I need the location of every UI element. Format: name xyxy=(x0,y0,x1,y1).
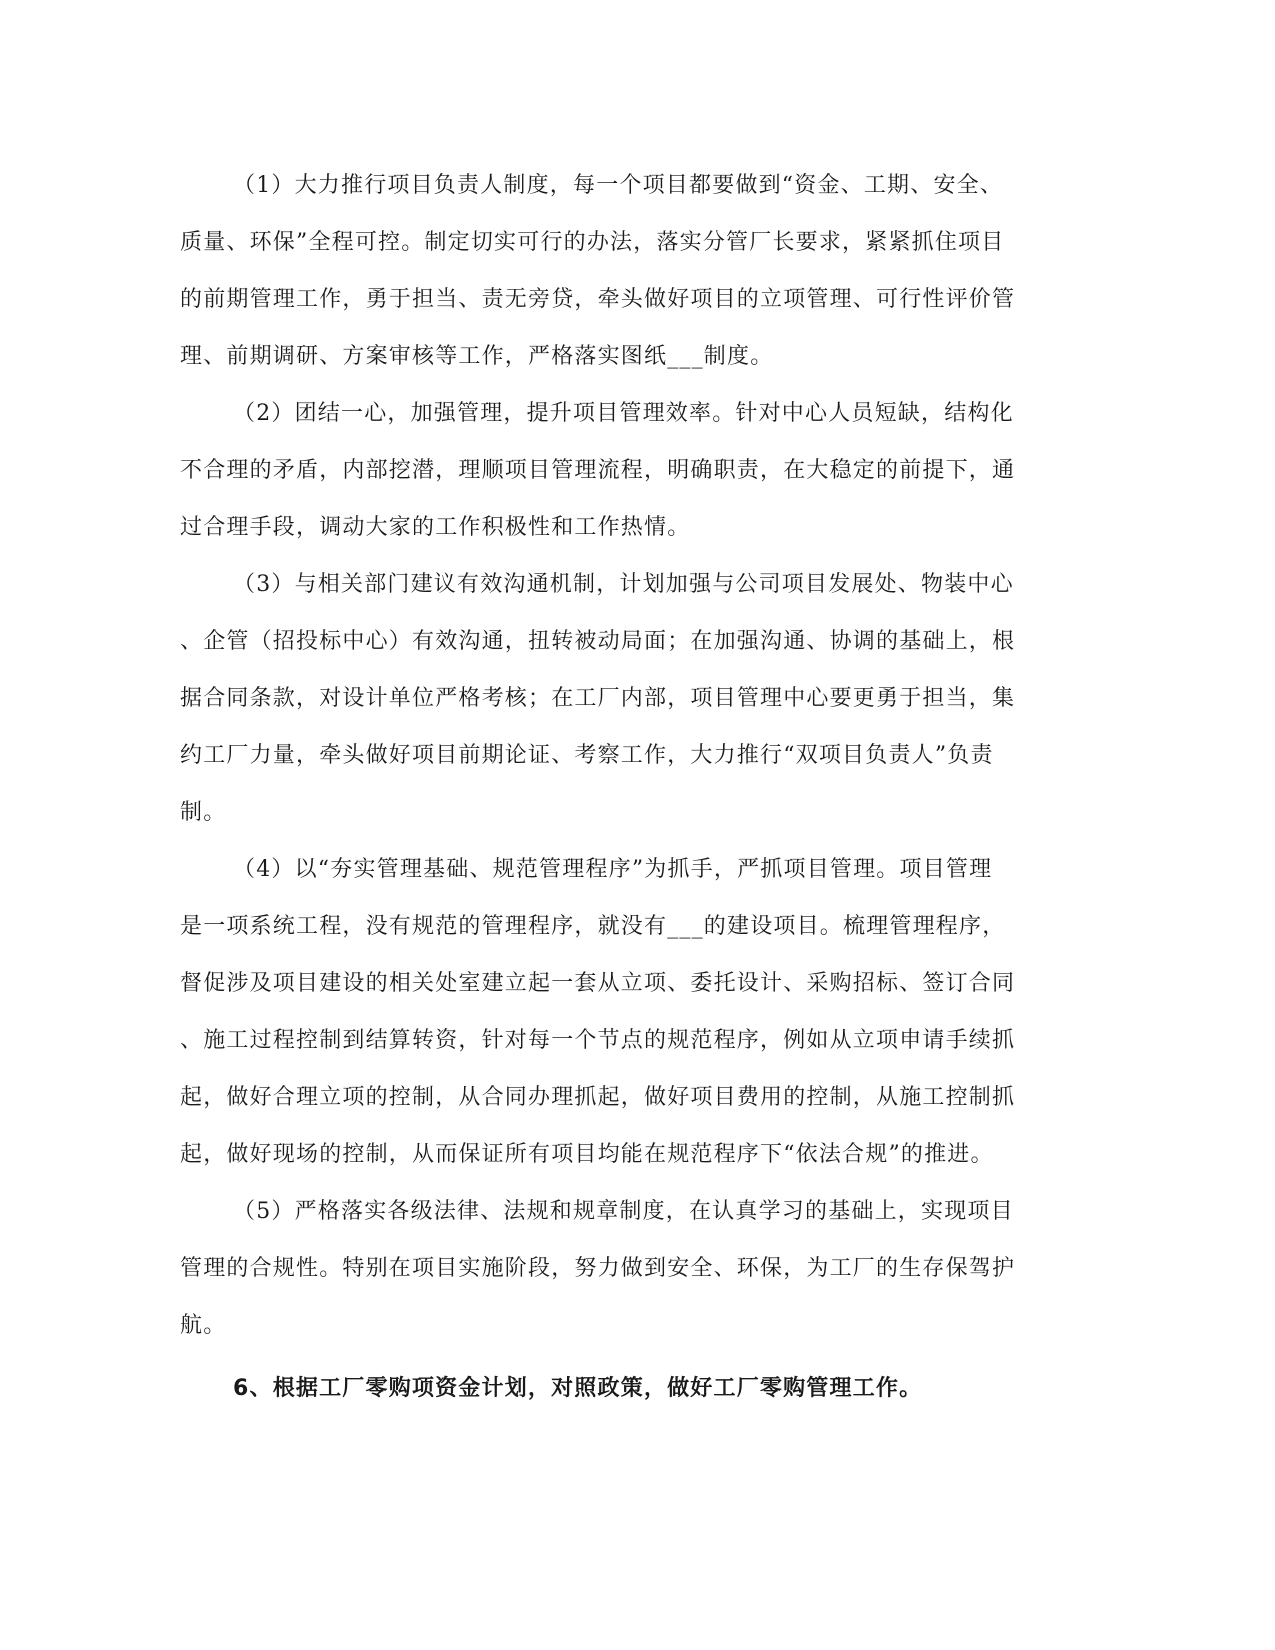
paragraph-4 xyxy=(180,850,1040,1192)
document-page xyxy=(180,166,1040,1409)
text-line: 不合理的矛盾，内部挖潜，理顺项目管理流程，明确职责，在大稳定的前提下，通 xyxy=(180,458,1016,483)
text-line: （5）严格落实各级法律、法规和规章制度，在认真学习的基础上，实现项目 xyxy=(233,1199,1014,1224)
text-line: （1）大力推行项目负责人制度，每一个项目都要做到“资金、工期、安全、 xyxy=(233,173,1004,198)
paragraph-2 xyxy=(180,394,1040,565)
paragraph-1 xyxy=(180,166,1040,394)
text-line: 据合同条款，对设计单位严格考核；在工厂内部，项目管理中心要更勇于担当，集 xyxy=(180,686,1016,711)
text-line: （4）以“夯实管理基础、规范管理程序”为抓手，严抓项目管理。项目管理 xyxy=(233,857,993,882)
text-line: （2）团结一心，加强管理，提升项目管理效率。针对中心人员短缺，结构化 xyxy=(233,401,1014,426)
text-line: 约工厂力量，牵头做好项目前期论证、考察工作，大力推行“双项目负责人”负责 xyxy=(180,743,994,768)
paragraph-5 xyxy=(180,1192,1040,1363)
section-heading: 6、根据工厂零购项资金计划，对照政策，做好工厂零购管理工作。 xyxy=(233,1376,923,1401)
text-line: 管理的合规性。特别在项目实施阶段，努力做到安全、环保，为工厂的生存保驾护 xyxy=(180,1256,1016,1281)
text-line: 理、前期调研、方案审核等工作，严格落实图纸___制度。 xyxy=(180,344,774,369)
paragraph-3 xyxy=(180,565,1040,850)
text-line: 过合理手段，调动大家的工作积极性和工作热情。 xyxy=(180,515,691,540)
text-line: 质量、环保”全程可控。制定切实可行的办法，落实分管厂长要求，紧紧抓住项目 xyxy=(180,230,1005,255)
text-line: 督促涉及项目建设的相关处室建立起一套从立项、委托设计、采购招标、签订合同 xyxy=(180,971,1016,996)
text-line: 、企管（招投标中心）有效沟通，扭转被动局面；在加强沟通、协调的基础上，根 xyxy=(180,629,1016,654)
text-line: 制。 xyxy=(180,800,227,825)
text-line: 是一项系统工程，没有规范的管理程序，就没有___的建设项目。梳理管理程序， xyxy=(180,914,1006,939)
text-line: 起，做好现场的控制，从而保证所有项目均能在规范程序下“依法合规”的推进。 xyxy=(180,1142,994,1167)
text-line: 航。 xyxy=(180,1313,227,1338)
text-line: （3）与相关部门建议有效沟通机制，计划加强与公司项目发展处、物装中心 xyxy=(233,572,1014,597)
text-line: 起，做好合理立项的控制，从合同办理抓起，做好项目费用的控制，从施工控制抓 xyxy=(180,1085,1016,1110)
text-line: 的前期管理工作，勇于担当、责无旁贷，牵头做好项目的立项管理、可行性评价管 xyxy=(180,287,1016,312)
text-line: 、施工过程控制到结算转资，针对每一个节点的规范程序，例如从立项申请手续抓 xyxy=(180,1028,1016,1053)
